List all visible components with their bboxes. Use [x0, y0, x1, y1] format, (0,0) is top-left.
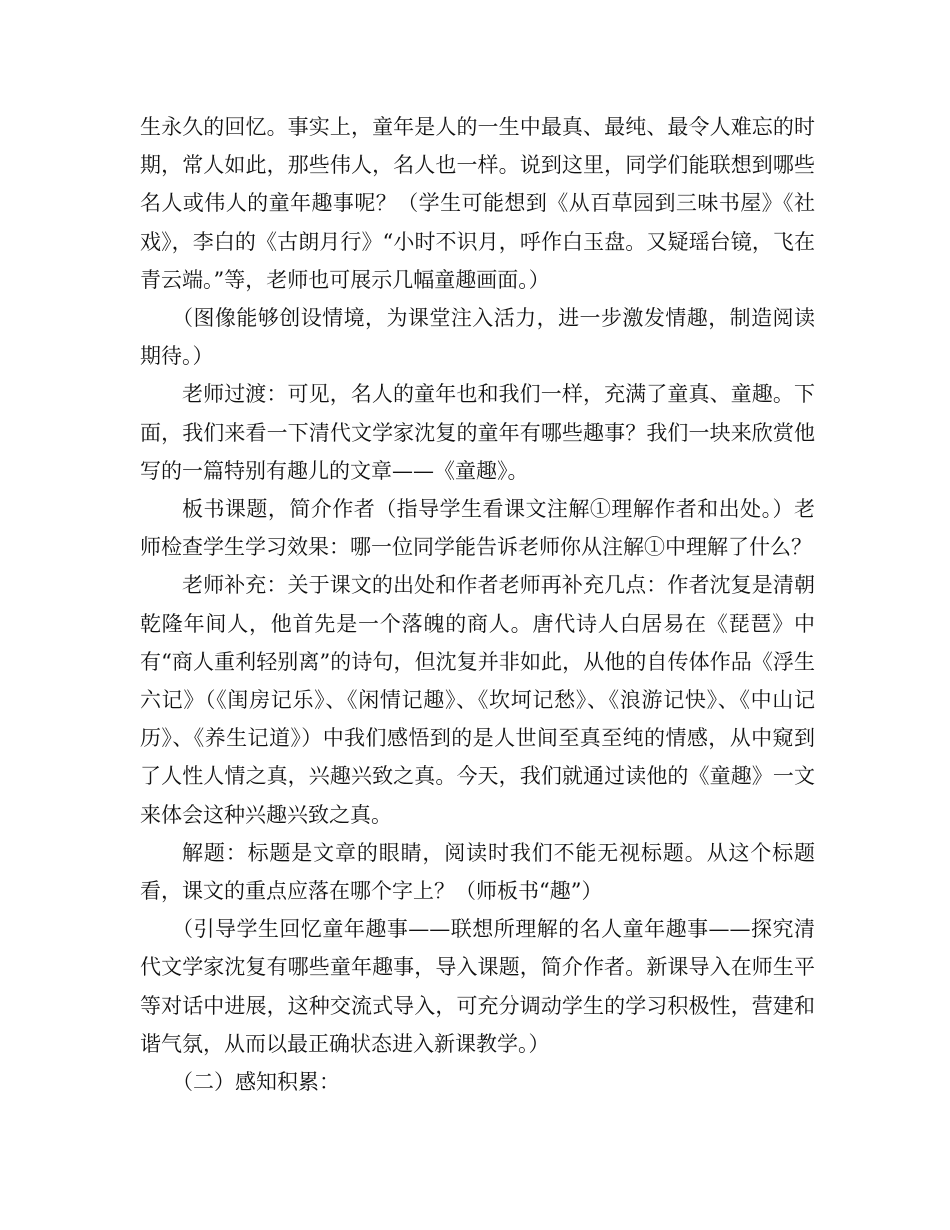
- section-heading: （二）感知积累：: [172, 1070, 340, 1095]
- paragraph-teacher-transition: 老师过渡：可见，名人的童年也和我们一样，充满了童真、童趣。下面，我们来看一下清代文学家沈复的童年有哪些趣事？我们一块来欣赏他写的一篇特别有趣儿的文章——《童趣》。: [140, 382, 815, 483]
- paragraph-annotation-summary: （引导学生回忆童年趣事——联想所理解的名人童年趣事——探究清代文学家沈复有哪些童年趣事，导入课题，简介作者。新课导入在师生平等对话中进展，这种交流式导入，可充分调动学生的学习积极性，营建和谐气氛，从而以最正确状态进入新课教学。）: [140, 917, 815, 1056]
- paragraph-continuation: 生永久的回忆。事实上，童年是人的一生中最真、最纯、最令人难忘的时期，常人如此，那些伟人，名人也一样。说到这里，同学们能联想到哪些名人或伟人的童年趣事呢？（学生可能想到《从百草园到三味书屋》《社戏》，李白的《古朗月行》“小时不识月，呼作白玉盘。又疑瑶台镜，飞在青云端。”等，老师也可展示几幅童趣画面。）: [140, 115, 815, 292]
- body-text: [140, 108, 815, 1101]
- paragraph-annotation: （图像能够创设情境，为课堂注入活力，进一步激发情趣，制造阅读期待。）: [140, 306, 815, 369]
- paragraph-title-explanation: 解题：标题是文章的眼睛，阅读时我们不能无视标题。从这个标题看，课文的重点应落在哪个字上？（师板书“趣”）: [140, 840, 815, 904]
- paragraph-board-title: 板书课题，简介作者（指导学生看课文注解①理解作者和出处。）老师检查学生学习效果：哪一位同学能告诉老师你从注解①中理解了什么？: [140, 497, 815, 560]
- paragraph-teacher-supplement: 老师补充：关于课文的出处和作者老师再补充几点：作者沈复是清朝乾隆年间人，他首先是一个落魄的商人。唐代诗人白居易在《琵琶》中有“商人重利轻别离”的诗句，但沈复并非如此，从他的自传体作品《浮生六记》（《闺房记乐》、《闲情记趣》、《坎坷记愁》、《浪游记快》、《中山记历》、《养生记道》）中我们感悟到的是人世间至真至纯的情感，从中窥到了人性人情之真，兴趣兴致之真。今天，我们就通过读他的《童趣》一文来体会这种兴趣兴致之真。: [140, 573, 815, 827]
